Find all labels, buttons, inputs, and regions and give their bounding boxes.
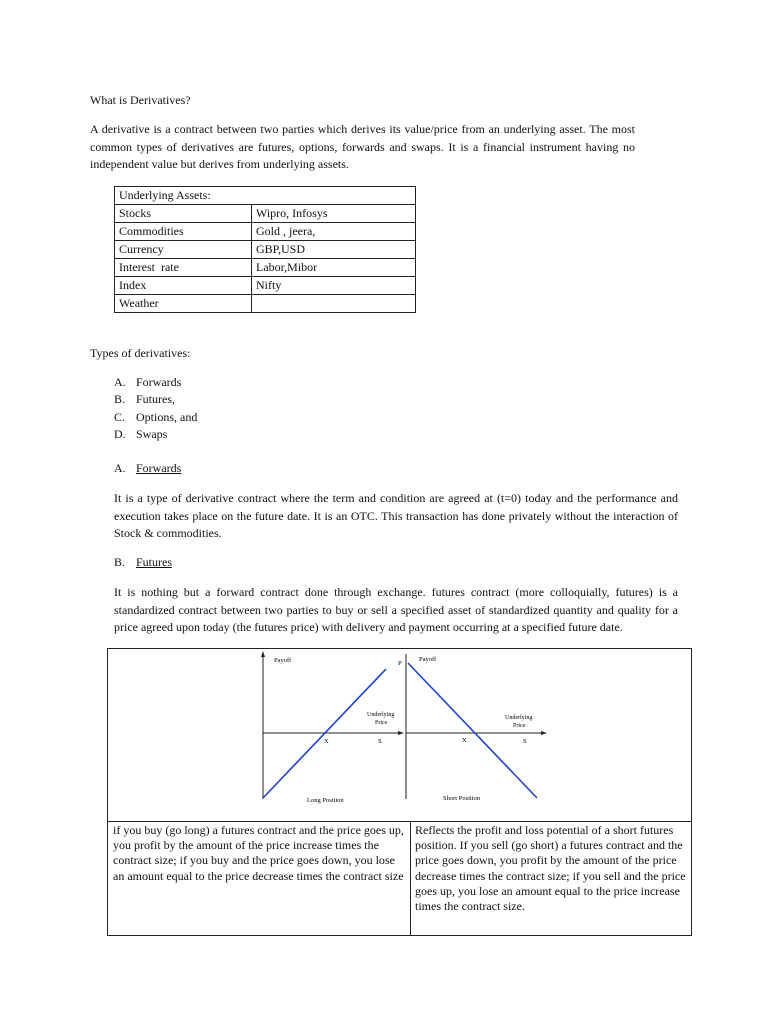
long-strike-label: X — [324, 738, 329, 745]
list-marker: B. — [114, 392, 126, 407]
asset-cell: Stocks — [115, 205, 252, 223]
list-label: Forwards — [136, 375, 182, 389]
asset-cell: Interest rate — [115, 259, 252, 277]
table-header: Underlying Assets: — [115, 187, 416, 205]
example-cell: Wipro, Infosys — [252, 205, 416, 223]
payoff-diagrams — [258, 649, 558, 821]
short-underlying-label: Underlying — [505, 715, 533, 721]
types-heading: Types of derivatives: — [90, 346, 191, 360]
forwards-heading — [114, 460, 181, 477]
table-header-row — [115, 187, 416, 205]
list-marker: D. — [114, 426, 126, 441]
long-caption: Long Position — [307, 797, 344, 804]
asset-cell: Currency — [115, 241, 252, 259]
futures-heading — [114, 554, 172, 571]
list-marker: A. — [114, 375, 126, 389]
list-item — [114, 391, 197, 408]
example-cell: Labor,Mibor — [252, 259, 416, 277]
short-strike-label: X — [462, 737, 467, 744]
table-row — [115, 223, 416, 241]
list-item — [114, 374, 197, 391]
example-cell — [252, 295, 416, 313]
intro-paragraph: A derivative is a contract between two parties which derives its value/price from an underlying asset. The most common types of derivatives are futures, options, forwards and swaps. It is a financial instrument having no independent value but derives from underlying assets. — [90, 122, 635, 171]
table-row — [115, 259, 416, 277]
example-cell: Nifty — [252, 277, 416, 295]
underlying-assets-table — [114, 186, 416, 313]
short-description: Reflects the profit and loss potential of a short futures position. If you sell (go short) a futures contract and the price goes down, you profit by the amount of the price decrease times the contract size; if you sell and the price goes up, you lose an amount equal to the price increase times the contract size. — [415, 823, 686, 914]
long-payoff-label: Payoff — [274, 657, 292, 664]
list-label: Options, and — [136, 409, 198, 424]
table-row — [115, 277, 416, 295]
short-price-label: Price — [513, 723, 526, 729]
list-item — [114, 409, 197, 426]
long-underlying-label: Underlying — [367, 712, 395, 718]
example-cell: GBP,USD — [252, 241, 416, 259]
asset-cell: Commodities — [115, 223, 252, 241]
example-cell: Gold , jeera, — [252, 223, 416, 241]
section-marker: A. — [114, 461, 126, 475]
futures-paragraph: It is nothing but a forward contract done through exchange. futures contract (more colloquially, futures) is a standardized contract between two parties to buy or sell a specified asset of standardized quantity and quality for a price agreed upon today (the futures price) with delivery and payment occurring at a specified future date. — [114, 585, 678, 634]
long-spot-label: S — [378, 738, 382, 745]
section-marker: B. — [114, 555, 126, 569]
table-row — [115, 205, 416, 223]
table-row — [115, 241, 416, 259]
types-list — [114, 374, 197, 443]
long-description: if you buy (go long) a futures contract and the price goes up, you profit by the amount of the price increase times the contract size; if you buy and the price goes down, you lose an amount equal to the price decrease times the contract size — [113, 823, 404, 883]
long-price-label: Price — [375, 720, 388, 726]
long-x-arrow-icon — [398, 731, 404, 735]
forwards-paragraph: It is a type of derivative contract where the term and condition are agreed at (t=0) today and the performance and execution takes place on the future date. It is an OTC. This transaction has done privately without the interaction of Stock & commodities. — [114, 491, 678, 540]
page-title: What is Derivatives? — [90, 93, 191, 107]
short-x-arrow-icon — [541, 731, 547, 735]
section-title: Forwards — [136, 461, 182, 475]
long-y-arrow-icon — [261, 651, 265, 657]
short-caption: Short Position — [443, 795, 481, 802]
short-spot-label: S — [523, 738, 527, 745]
asset-cell: Weather — [115, 295, 252, 313]
list-item — [114, 426, 197, 443]
short-payoff-line — [408, 663, 537, 798]
table-divider — [108, 821, 691, 822]
list-label: Futures, — [136, 392, 175, 407]
list-label: Swaps — [136, 426, 168, 441]
payoff-table — [107, 648, 692, 936]
list-marker: C. — [114, 409, 126, 424]
column-divider — [410, 821, 411, 935]
section-title: Futures — [136, 555, 172, 569]
asset-cell: Index — [115, 277, 252, 295]
short-payoff-label: Payoff — [419, 656, 437, 663]
table-row — [115, 295, 416, 313]
short-p-label: P — [398, 660, 402, 667]
